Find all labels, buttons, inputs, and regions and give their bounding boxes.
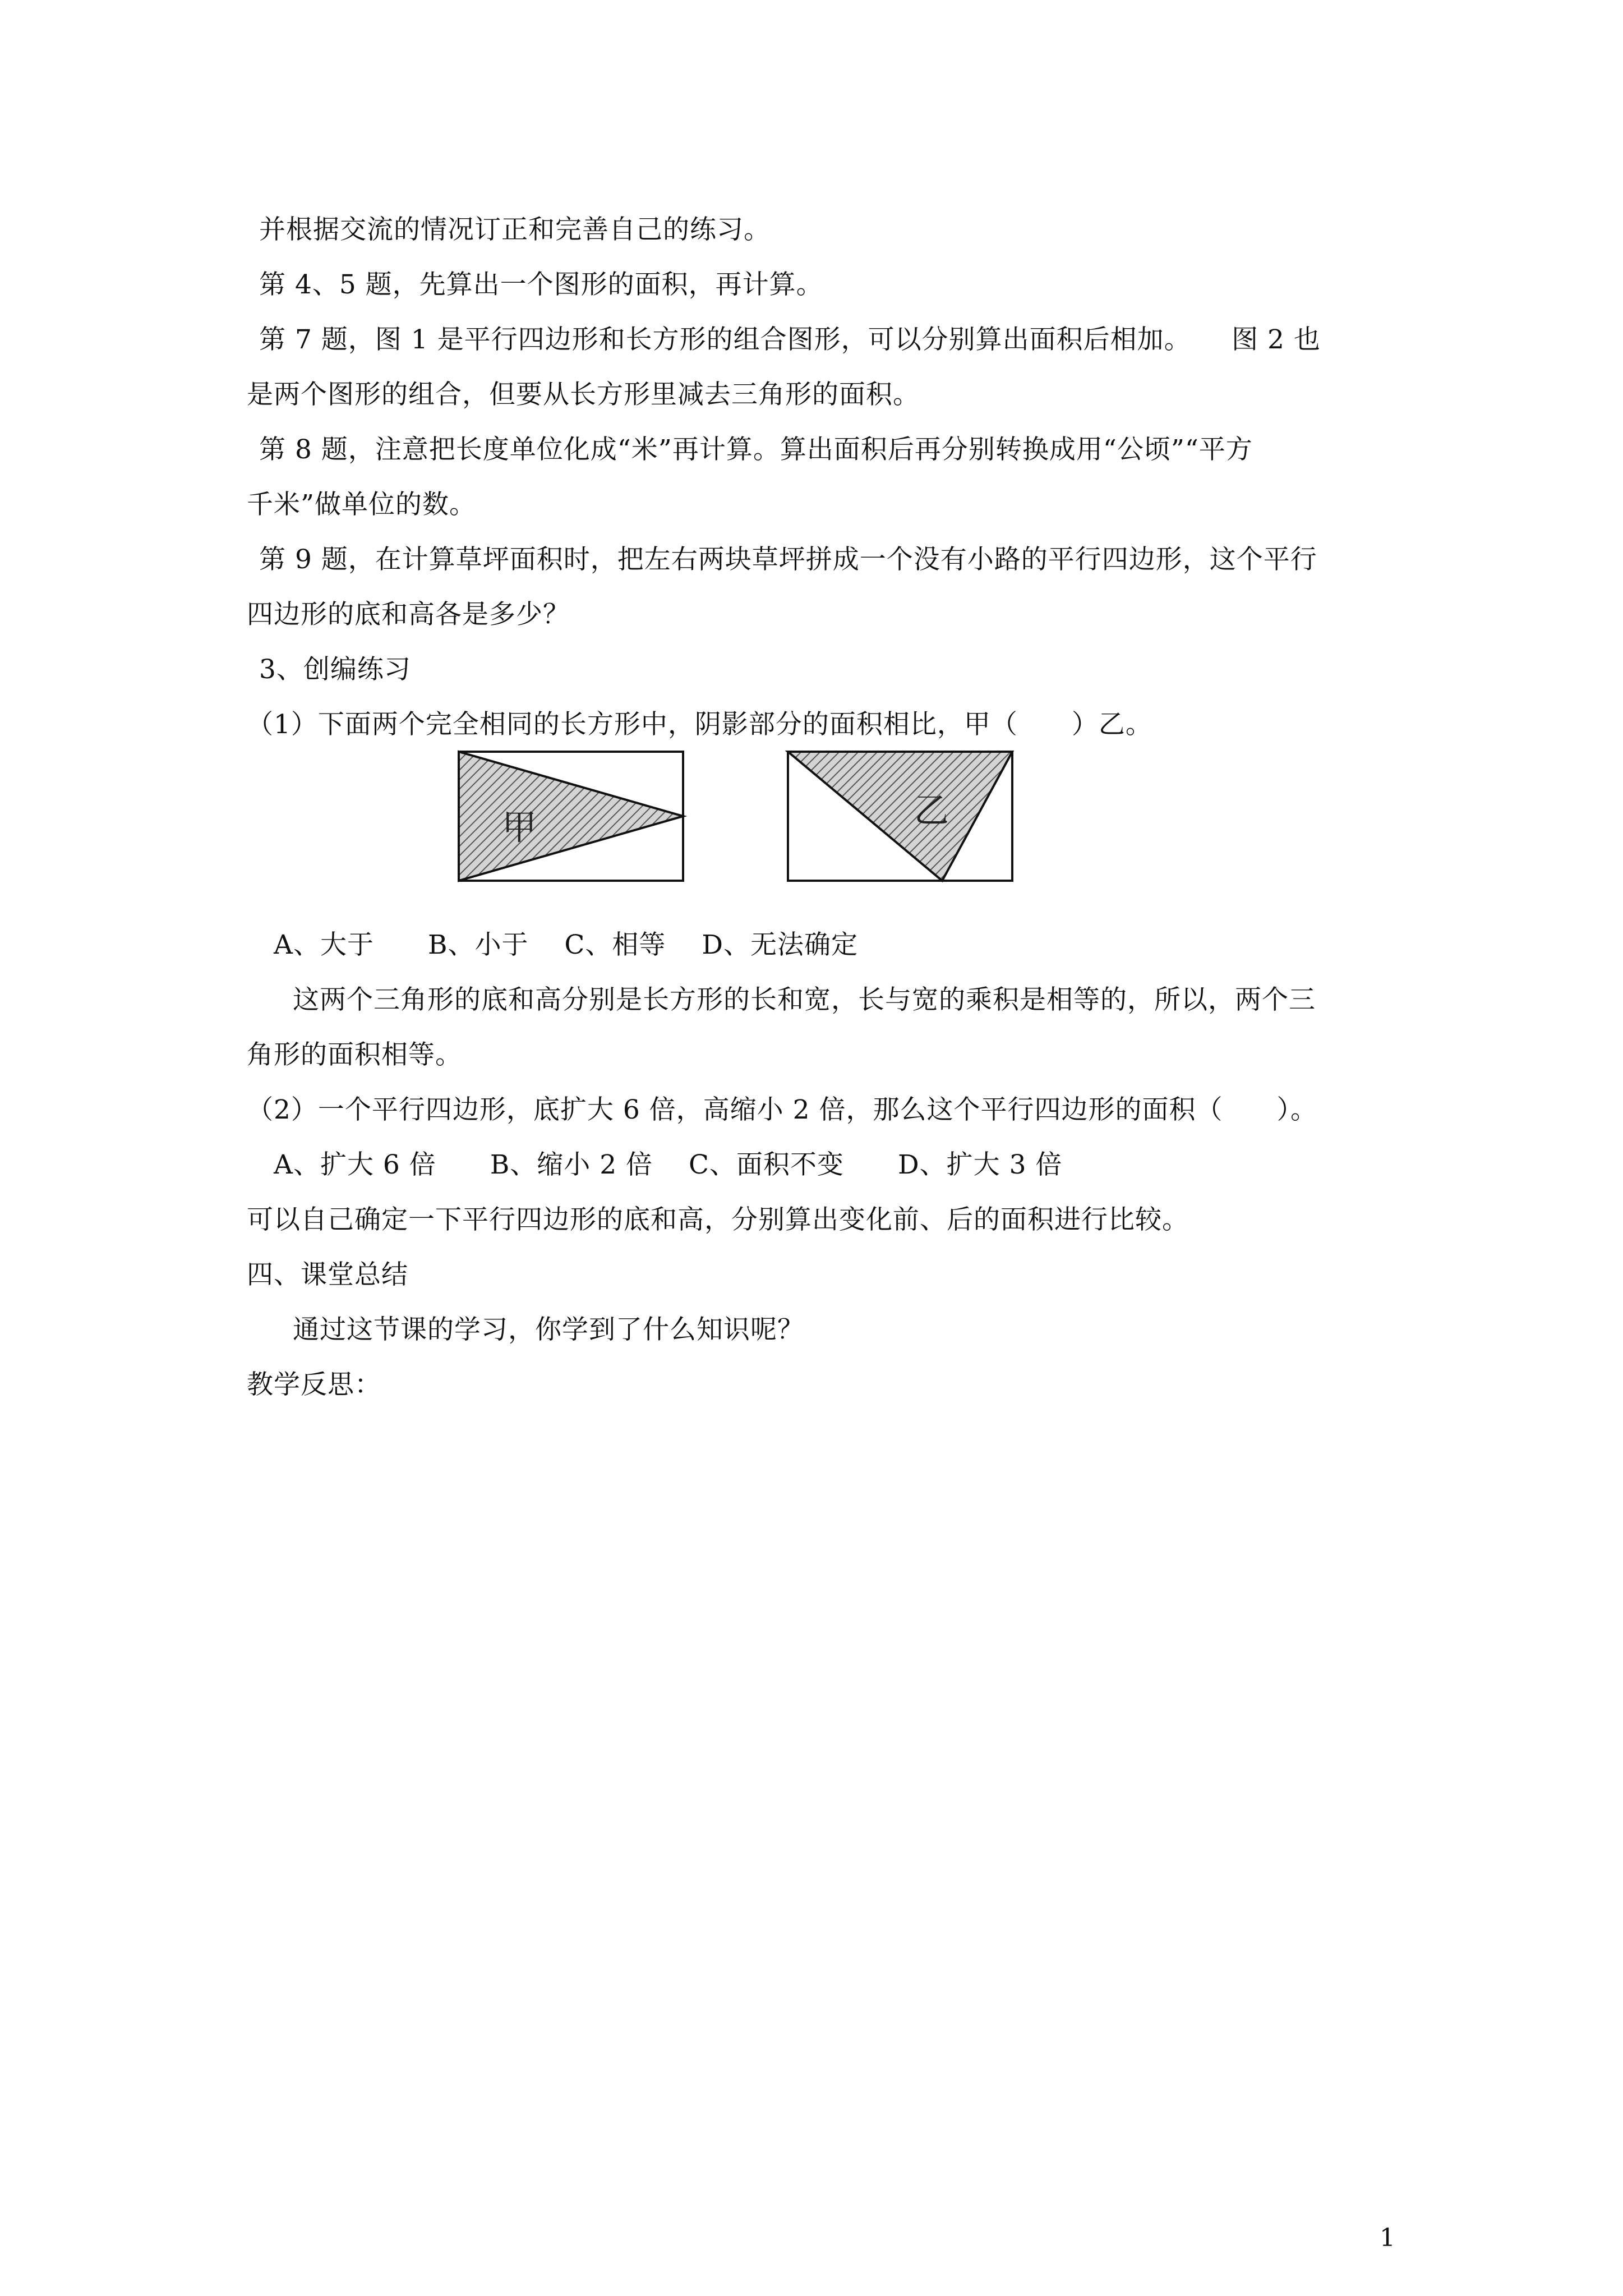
options-1: A、大于 B、小于 C、相等 D、无法确定: [274, 930, 859, 960]
reflection-heading: 教学反思：: [247, 1369, 381, 1400]
question-2: （2）一个平行四边形，底扩大 6 倍，高缩小 2 倍，那么这个平行四边形的面积（ ）。: [247, 1094, 1317, 1125]
explanation-line: 可以自己确定一下平行四边形的底和高，分别算出变化前、后的面积进行比较。: [247, 1204, 1189, 1235]
label-yi: 乙: [914, 790, 949, 831]
paragraph-line: 第 4、5 题，先算出一个图形的面积，再计算。: [259, 269, 823, 300]
paragraph-line: 千米”做单位的数。: [247, 489, 477, 520]
comparison-figure: [0, 743, 1623, 895]
paragraph-line: 第 9 题，在计算草坪面积时，把左右两块草坪拼成一个没有小路的平行四边形，这个平行: [259, 544, 1317, 575]
section-heading: 四、课堂总结: [247, 1259, 408, 1290]
label-jia: 甲: [502, 807, 537, 848]
triangle-yi: [788, 752, 1012, 881]
figure-svg: [0, 743, 1623, 895]
paragraph-line: 四边形的底和高各是多少？: [247, 599, 570, 630]
explanation-line: 角形的面积相等。: [247, 1039, 462, 1070]
paragraph-line: 是两个图形的组合，但要从长方形里减去三角形的面积。: [247, 379, 920, 410]
page-number: 1: [1380, 2224, 1395, 2252]
triangle-jia: [459, 752, 683, 881]
summary-line: 通过这节课的学习，你学到了什么知识呢？: [293, 1314, 804, 1345]
options-2: A、扩大 6 倍 B、缩小 2 倍 C、面积不变 D、扩大 3 倍: [274, 1149, 1063, 1180]
paragraph-line: 第 8 题，注意把长度单位化成“米”再计算。算出面积后再分别转换成用“公顷”“平方: [259, 434, 1253, 465]
question-1: （1）下面两个完全相同的长方形中，阴影部分的面积相比，甲（ ）乙。: [247, 709, 1152, 740]
paragraph-line: 第 7 题，图 1 是平行四边形和长方形的组合图形，可以分别算出面积后相加。 图 2 也: [259, 324, 1321, 355]
paragraph-line: 并根据交流的情况订正和完善自己的练习。: [259, 214, 771, 245]
section-heading: 3、创编练习: [259, 654, 411, 685]
explanation-line: 这两个三角形的底和高分别是长方形的长和宽，长与宽的乘积是相等的，所以，两个三: [293, 984, 1316, 1015]
